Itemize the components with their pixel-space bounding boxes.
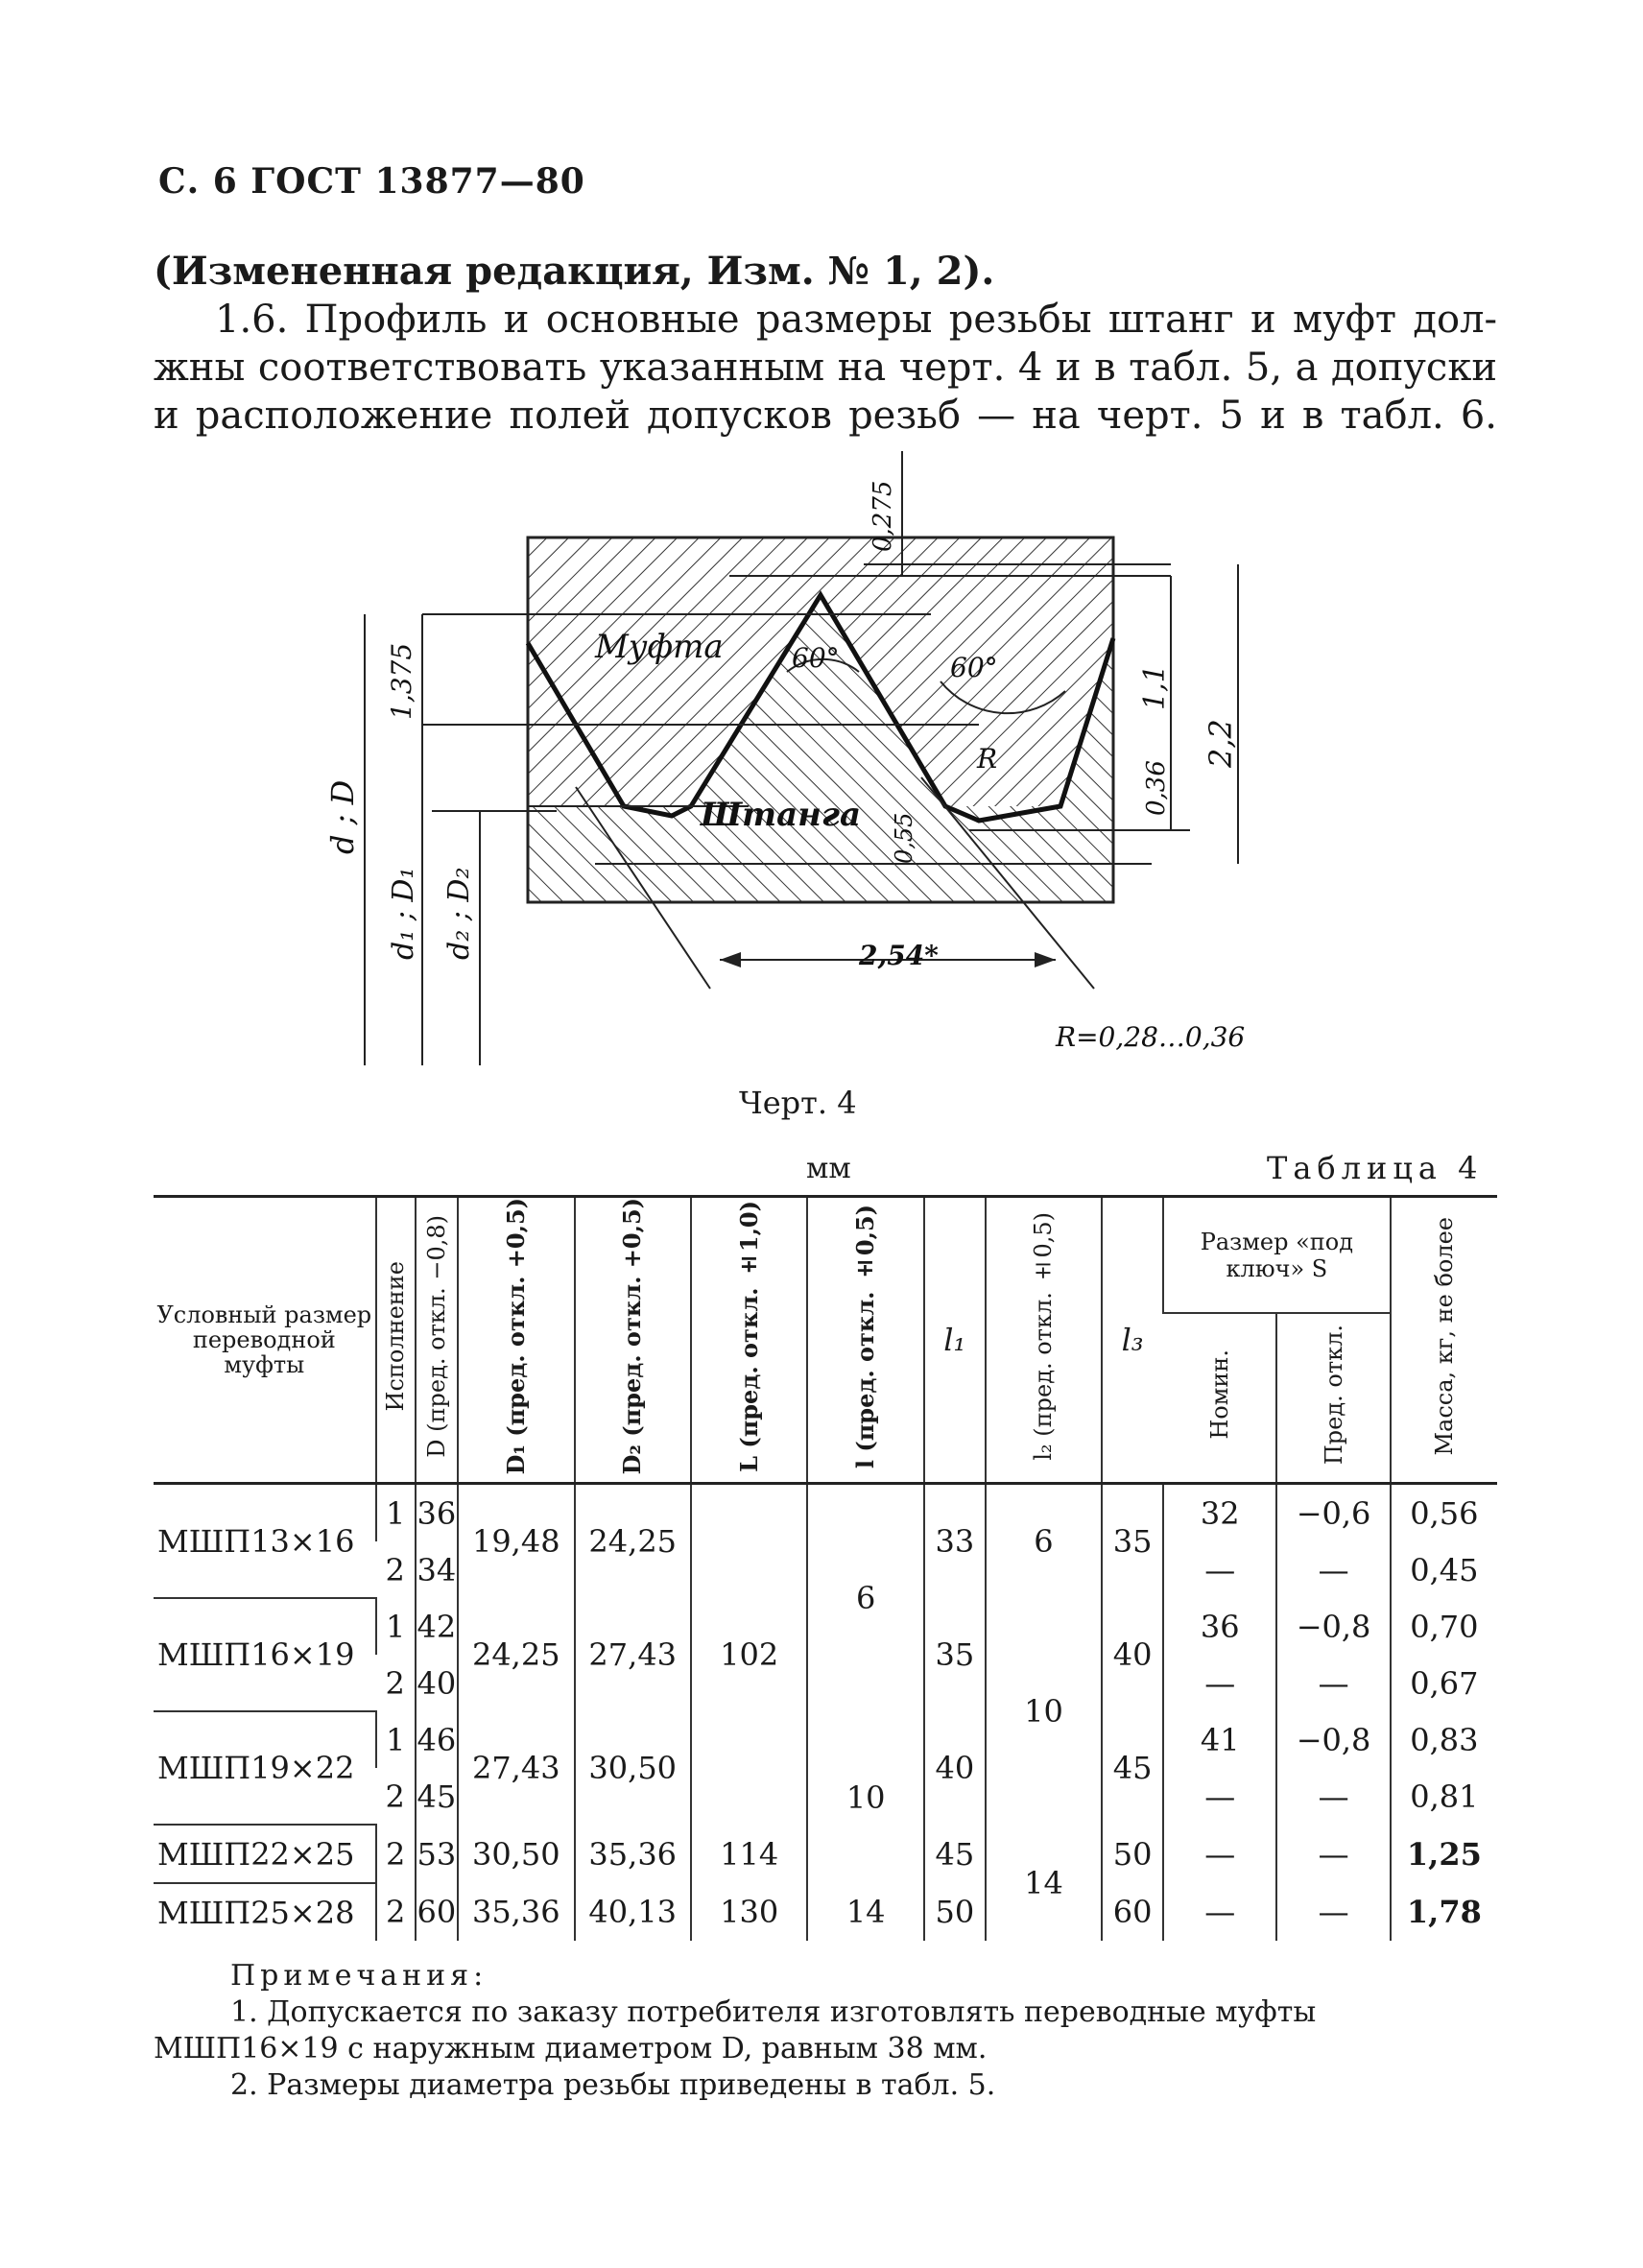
clause-line-2: жны соответствовать указанным на черт. 4 и в табл. 5, а допуски [154,346,1497,390]
L-cell: 102 [691,1484,807,1826]
wrench-tolerance-cell: — [1276,1768,1390,1825]
note-1-line-2: МШП16×19 с наружным диаметром D, равным 38 мм. [154,2032,988,2065]
l3-cell: 40 [1102,1598,1163,1711]
note-2: 2. Размеры диаметра резьбы приведены в табл. 5. [230,2068,996,2102]
wrench-nominal-cell: — [1163,1655,1276,1711]
D2-cell: 35,36 [575,1825,691,1883]
mass-cell: 1,25 [1391,1825,1497,1883]
coupling-dimensions-table [154,1195,1497,1941]
D2-cell: 30,50 [575,1711,691,1825]
L-cell: 130 [691,1883,807,1941]
D1-cell: 30,50 [458,1825,574,1883]
D1-cell: 27,43 [458,1711,574,1825]
version-cell: 1 [376,1484,416,1542]
wrench-nominal-cell: — [1163,1825,1276,1883]
header-l: l (пред. откл. ±0,5) [807,1197,923,1484]
figure-caption: Черт. 4 [739,1085,857,1121]
header-D: D (пред. откл. −0,8) [416,1197,458,1484]
clause-line-3: и расположение полей допусков резьб — на черт. 5 и в табл. 6. [154,394,1497,438]
table-notes [154,1958,1497,2104]
header-tolerance: Пред. откл. [1276,1313,1390,1483]
wrench-tolerance-cell: — [1276,1825,1390,1883]
header-l2: l₂ (пред. откл. ±0,5) [986,1197,1102,1484]
header-l3: l₃ [1102,1197,1163,1484]
notes-title: Примечания: [230,1959,488,1993]
dim-1-375: 1,375 [386,642,417,720]
D-cell: 45 [416,1768,458,1825]
note-1-line-1: 1. Допускается по заказу потребителя изготовлять переводные муфты [230,1995,1317,2029]
D-cell: 53 [416,1825,458,1883]
l1-cell: 35 [924,1598,986,1711]
wrench-nominal-cell: 36 [1163,1598,1276,1655]
angle-60-left: 60° [792,642,840,674]
D2-cell: 24,25 [575,1484,691,1599]
D-cell: 46 [416,1711,458,1768]
mass-cell: 0,81 [1391,1768,1497,1825]
table-row [154,1883,1497,1941]
D-cell: 42 [416,1598,458,1655]
l1-cell: 50 [924,1883,986,1941]
wrench-nominal-cell: 41 [1163,1711,1276,1768]
dim-1-1: 1,1 [1138,664,1172,710]
header-mass: Масса, кг, не более [1391,1197,1497,1484]
version-cell: 2 [385,1551,405,1588]
l2-cell: 6 [986,1484,1102,1599]
header-L: L (пред. откл. ±1,0) [691,1197,807,1484]
D2-cell: 40,13 [575,1883,691,1941]
wrench-tolerance-cell: — [1276,1541,1390,1598]
mass-cell: 0,70 [1391,1598,1497,1655]
wrench-nominal-cell: — [1163,1768,1276,1825]
l-cell: 6 [807,1484,923,1712]
angle-60-right: 60° [950,652,998,683]
D1-cell: 19,48 [458,1484,574,1599]
L-cell: 114 [691,1825,807,1883]
table-row [154,1711,1497,1768]
l2-cell: 14 [986,1825,1102,1941]
header-l1: l₁ [924,1197,986,1484]
dim-0-55: 0,55 [891,812,917,864]
label-radius: R [977,743,998,775]
l3-cell: 60 [1102,1883,1163,1941]
label-d-D: d ; D [324,779,361,854]
size-cell: МШП22×25 [154,1825,376,1883]
version-cell: 2 [385,1778,405,1815]
units-label: мм [806,1152,851,1185]
l3-cell: 45 [1102,1711,1163,1825]
page-header: С. 6 ГОСТ 13877—80 [158,161,585,202]
version-cell: 2 [376,1883,416,1941]
clause-1-6 [154,296,1497,440]
D1-cell: 24,25 [458,1598,574,1711]
l-cell: 14 [807,1883,923,1941]
label-d1-D1: d₁ ; D₁ [387,867,420,960]
l2-cell: 10 [986,1598,1102,1825]
header-D2: D₂ (пред. откл. +0,5) [575,1197,691,1484]
dim-0-36: 0,36 [1142,760,1171,816]
radius-note: R=0,28…0,36 [1056,1021,1246,1053]
l1-cell: 45 [924,1825,986,1883]
header-nominal: Номин. [1163,1313,1276,1483]
version-cell: 2 [385,1664,405,1702]
dim-0-275: 0,275 [869,480,897,552]
header-D1: D₁ (пред. откл. +0,5) [458,1197,574,1484]
label-mufta: Муфта [595,628,724,666]
mass-cell: 0,56 [1391,1484,1497,1542]
wrench-tolerance-cell: −0,8 [1276,1711,1390,1768]
D1-cell: 35,36 [458,1883,574,1941]
size-cell: МШП16×19 [154,1598,376,1711]
wrench-tolerance-cell: −0,8 [1276,1598,1390,1655]
wrench-nominal-cell: — [1163,1541,1276,1598]
header-version: Исполнение [376,1197,416,1484]
label-d2-D2: d₂ ; D₂ [442,867,476,960]
wrench-tolerance-cell: — [1276,1883,1390,1941]
D2-cell: 27,43 [575,1598,691,1711]
label-shtanga: Штанга [701,796,862,834]
size-cell: МШП19×22 [154,1711,376,1825]
revision-note: (Измененная редакция, Изм. № 1, 2). [154,249,995,294]
l1-cell: 33 [924,1484,986,1599]
l-cell: 10 [807,1711,923,1883]
header-wrench-size: Размер «под ключ» S [1163,1197,1391,1314]
version-cell: 2 [376,1825,416,1883]
wrench-tolerance-cell: — [1276,1655,1390,1711]
D-cell: 60 [416,1883,458,1941]
D-cell: 36 [416,1484,458,1542]
l1-cell: 40 [924,1711,986,1825]
size-cell: МШП25×28 [157,1894,355,1931]
mass-cell: 1,78 [1391,1883,1497,1941]
wrench-nominal-cell: 32 [1163,1484,1276,1542]
dim-pitch: 2,54* [859,940,939,971]
D-cell: 40 [416,1655,458,1711]
version-cell: 1 [376,1711,416,1768]
l3-cell: 35 [1102,1484,1163,1599]
l3-cell: 50 [1102,1825,1163,1883]
mass-cell: 0,67 [1391,1655,1497,1711]
wrench-tolerance-cell: −0,6 [1276,1484,1390,1542]
wrench-nominal-cell: — [1163,1883,1276,1941]
mass-cell: 0,45 [1391,1541,1497,1598]
D-cell: 34 [416,1541,458,1598]
table-row [154,1484,1497,1542]
version-cell: 1 [376,1598,416,1655]
table-title: Таблица 4 [1267,1150,1484,1186]
thread-profile-drawing [307,451,1267,1065]
clause-line-1: 1.6. Профиль и основные размеры резьбы штанг и муфт дол- [215,298,1497,342]
dim-2-2: 2,2 [1202,719,1239,768]
header-nominal-size: Условный размер переводной муфты [154,1197,376,1484]
size-cell: МШП13×16 [154,1484,376,1599]
mass-cell: 0,83 [1391,1711,1497,1768]
